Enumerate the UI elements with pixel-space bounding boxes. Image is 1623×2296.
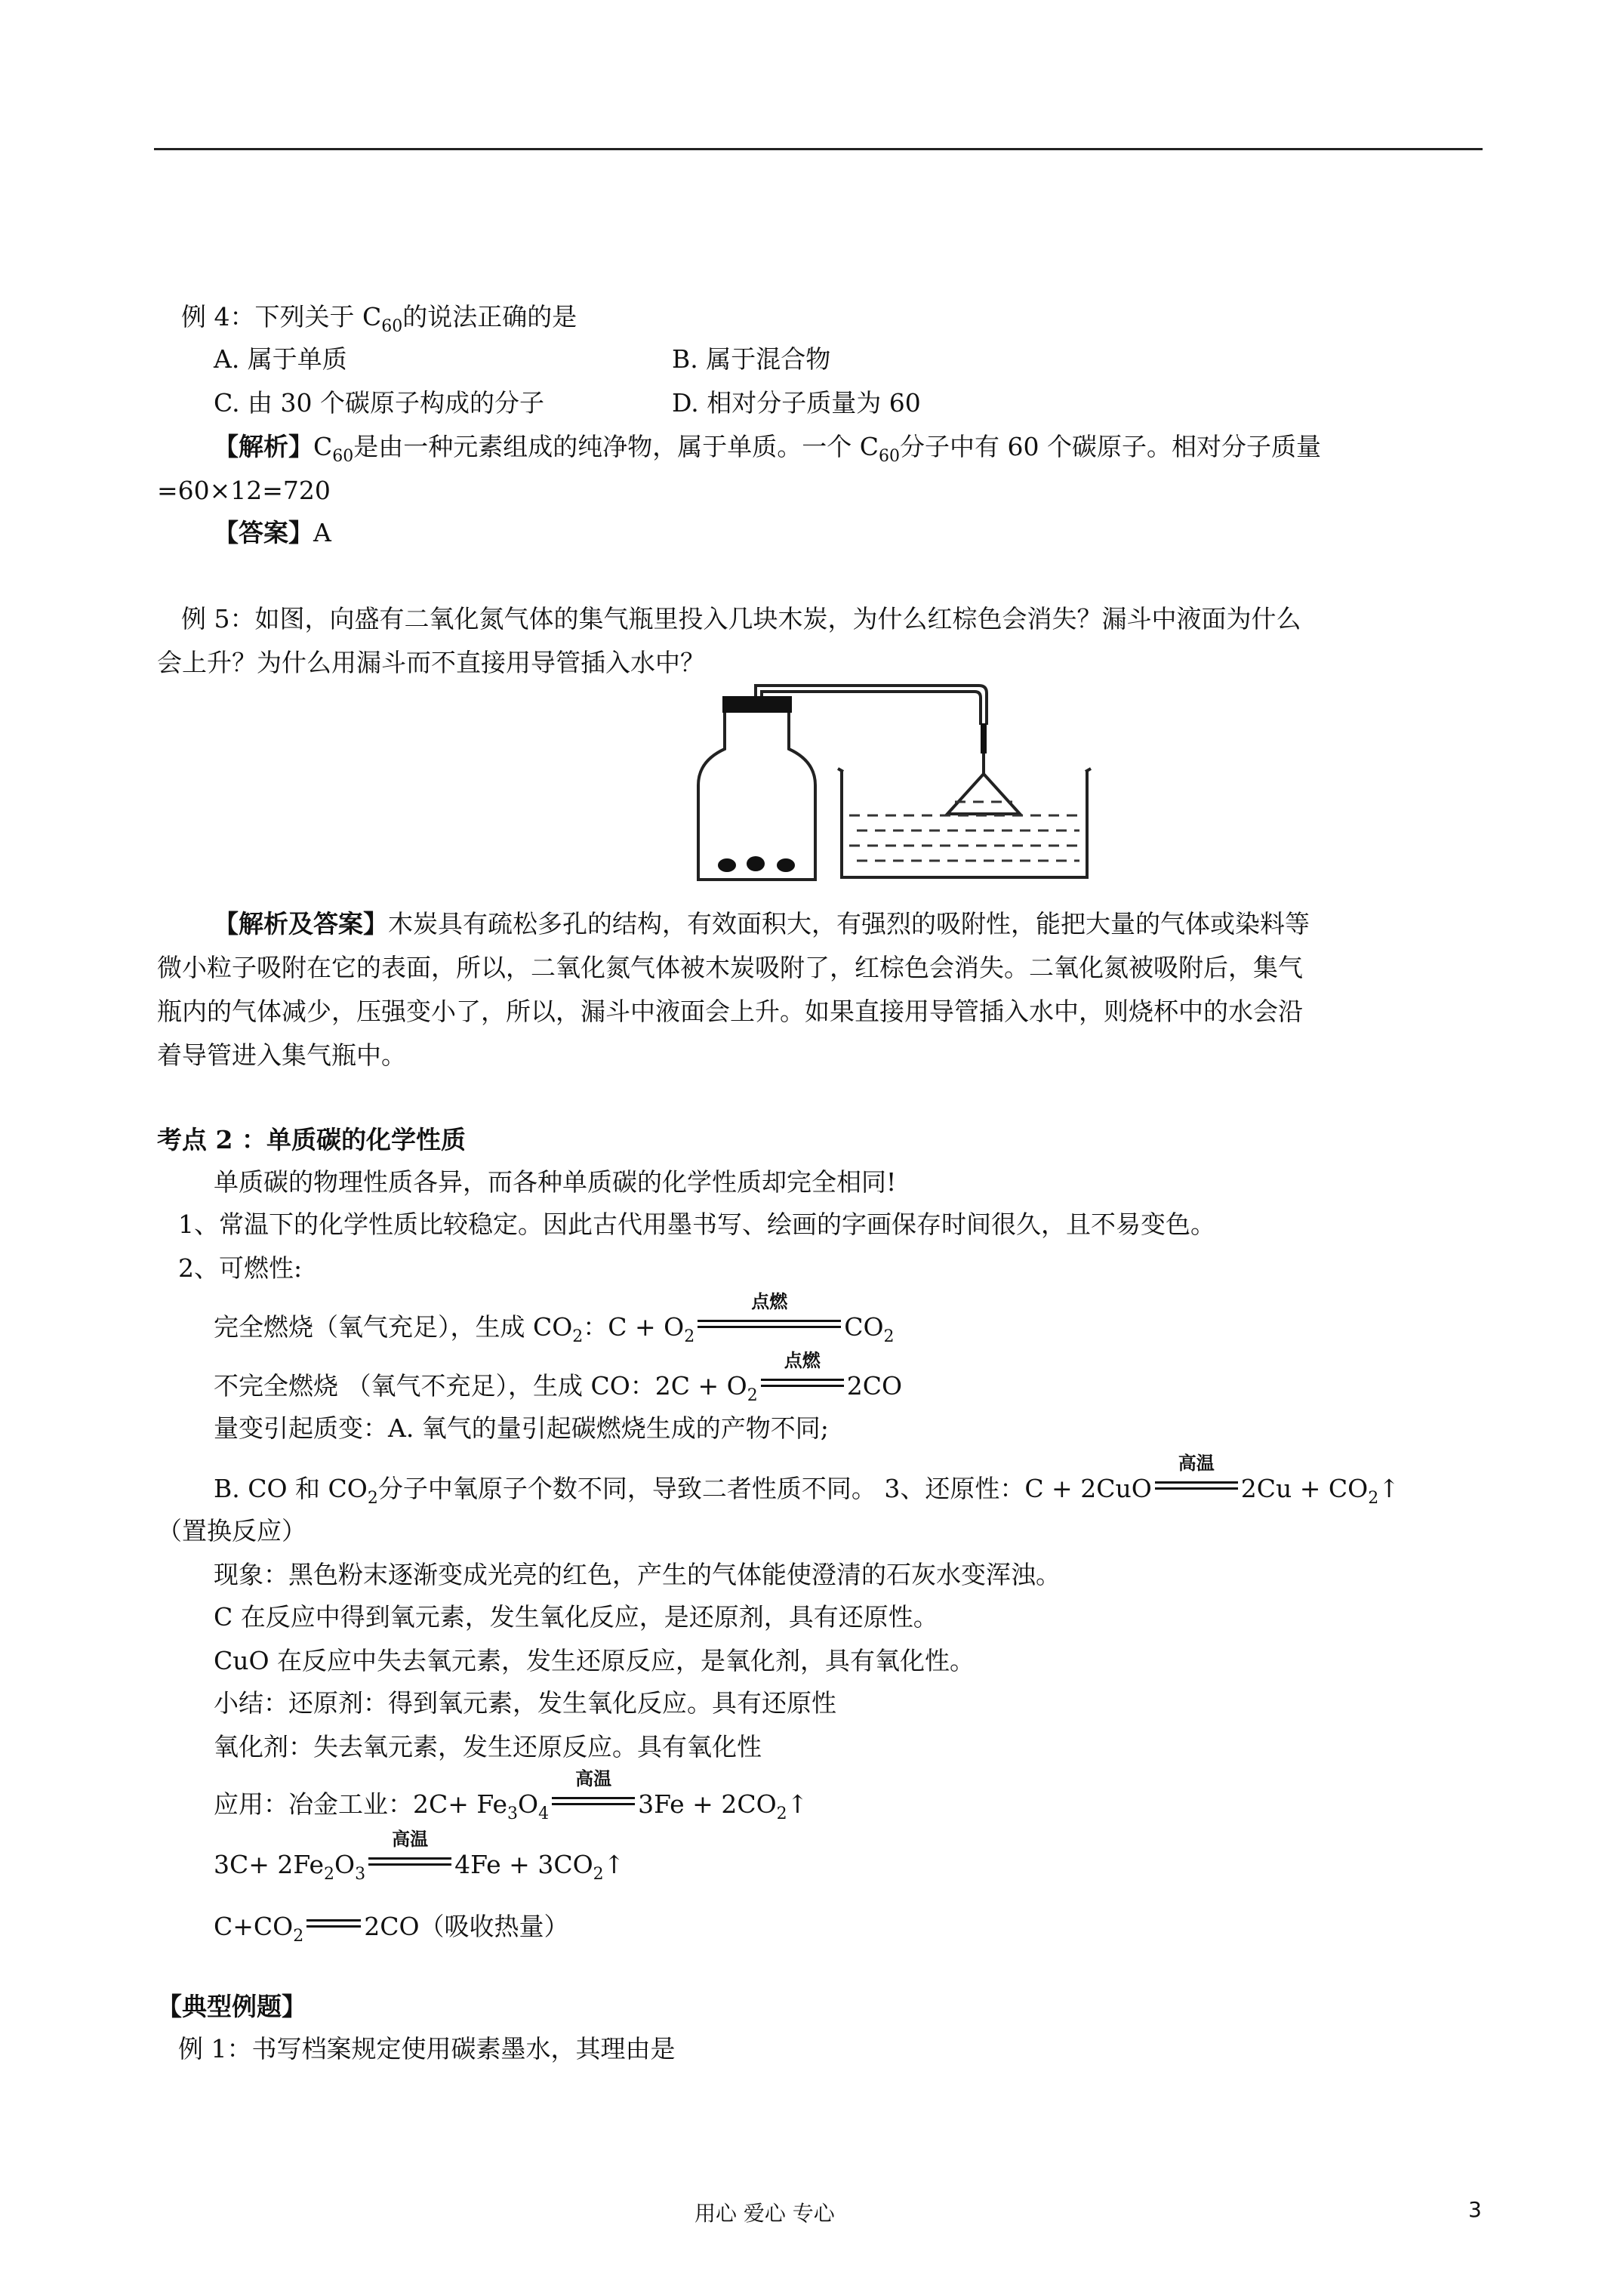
ex5-answer-line1: 【解析及答案】木炭具有疏松多孔的结构，有效面积大，有强烈的吸附性，能把大量的气体或染料等 [214,909,1310,938]
summary-reducer: 小结：还原剂：得到氧元素，发生氧化反应。具有还原性 [214,1688,836,1718]
ex5-answer-line2: 微小粒子吸附在它的表面，所以，二氧化氮气体被木炭吸附了，红棕色会消失。二氧化氮被吸附后，集气 [157,953,1303,982]
ex4-question: 例 4：下列关于 $C_{60}$的说法正确的是 [181,302,577,336]
page-number: 3 [1468,2197,1482,2222]
ex4-option-c: C. 由 30 个碳原子构成的分子 [214,388,545,418]
equals-sign [306,1912,361,1942]
reaction-arrow: 高温 [1155,1474,1238,1504]
reaction-arrow: 高温 [368,1850,451,1880]
ex5-question-line2: 会上升？为什么用漏斗而不直接用导管插入水中？ [157,648,705,677]
ex4-option-b: B. 属于混合物 [672,344,831,374]
ex5-answer-line3: 瓶内的气体减少，压强变小了，所以，漏斗中液面会上升。如果直接用导管插入水中，则烧杯中的水会沿 [157,997,1303,1026]
reaction-arrow: 点燃 [761,1371,844,1401]
equation-carbon-co2: $C+CO_2$ 2CO（吸收热量） [214,1912,569,1946]
ex5-answer-line4: 着导管进入集气瓶中。 [157,1040,406,1070]
quantity-change-a: 量变引起质变：A. 氧气的量引起碳燃烧生成的产物不同; [214,1413,829,1443]
equation-complete-combustion: 完全燃烧（氧气充足），生成 $CO_2$：$C + O_2$ 点燃 $CO_2$ [214,1291,895,1346]
reaction-arrow: 高温 [552,1789,635,1820]
phenomenon: 现象：黑色粉末逐渐变成光亮的红色，产生的气体能使澄清的石灰水变浑浊。 [214,1560,1061,1589]
apparatus-diagram [683,680,1129,891]
kp2-intro: 单质碳的物理性质各异，而各种单质碳的化学性质却完全相同! [214,1167,897,1197]
quantity-change-b-and-reduction: B. CO 和 $CO_2$分子中氧原子个数不同，导致二者性质不同。 3、还原性：C + 2CuO 高温 $2Cu + CO_2↑$ [214,1453,1400,1508]
cuo-role: CuO 在反应中失去氧元素，发生还原反应，是氧化剂，具有氧化性。 [214,1646,975,1675]
typical-examples-heading: 【典型例题】 [157,1992,306,2021]
kp2-point2: 2、可燃性: [178,1253,303,1283]
kp2-point1: 1、常温下的化学性质比较稳定。因此古代用墨书写、绘画的字画保存时间很久，且不易变色。 [178,1210,1215,1239]
stopper [722,696,792,713]
equation-metallurgy-fe2o3: $3C+ 2Fe_2O_3$ 高温 $4Fe + 3CO_2↑$ [214,1829,625,1884]
footer-motto: 用心 爱心 专心 [694,2201,835,2226]
ex5-question-line1: 例 5：如图，向盛有二氧化氮气体的集气瓶里投入几块木炭，为什么红棕色会消失？漏斗中液面为什么 [181,604,1301,633]
keypoint2-title: 考点 2 ：单质碳的化学性质 [157,1125,466,1154]
equation-metallurgy-fe3o4: 应用：冶金工业：$2C+ Fe_3O_4$ 高温 $3Fe + 2CO_2↑$ [214,1768,808,1823]
carbon-role: C 在反应中得到氧元素，发生氧化反应，是还原剂，具有还原性。 [214,1602,938,1632]
ex4-analysis: 【解析】$C_{60}$是由一种元素组成的纯净物，属于单质。一个 $C_{60}$分子中有 60 个碳原子。相对分子质量 [214,432,1321,466]
typical-example-1: 例 1：书写档案规定使用碳素墨水，其理由是 [178,2034,676,2063]
reaction-arrow: 点燃 [698,1312,841,1342]
header-rule [154,148,1483,150]
ex4-option-d: D. 相对分子质量为 60 [672,388,921,418]
ex4-option-a: A. 属于单质 [214,344,347,374]
replacement-reaction-note: （置换反应） [157,1516,306,1546]
ex4-answer: 【答案】A [214,518,331,547]
ex4-analysis-cont: =60×12=720 [157,476,331,505]
summary-oxidizer: 氧化剂：失去氧元素，发生还原反应。具有氧化性 [214,1732,762,1761]
equation-incomplete-combustion: 不完全燃烧 （氧气不充足），生成 CO：$2C + O_2$ 点燃 2CO [214,1350,903,1405]
